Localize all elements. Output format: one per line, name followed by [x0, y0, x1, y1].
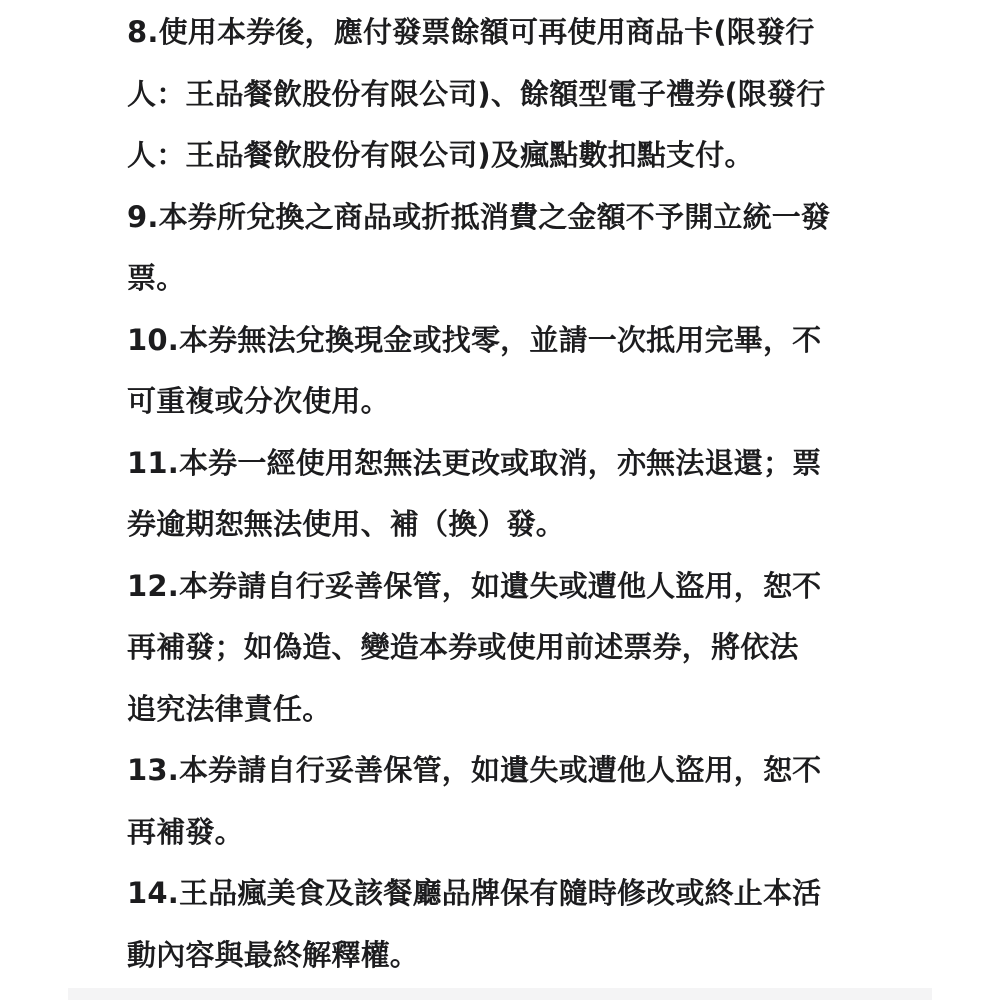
- term-13-line-2: 再補發。: [127, 814, 244, 849]
- term-9-line-2: 票。: [127, 261, 186, 295]
- term-12-line-3: 追究法律責任。: [127, 691, 332, 726]
- term-8-line-1: 8.使用本券後，應付發票餘額可再使用商品卡(限發行: [127, 15, 815, 49]
- term-11-line-2: 券逾期恕無法使用、補（換）發。: [127, 507, 566, 541]
- bottom-divider-band: [68, 988, 932, 1000]
- term-14-line-1: 14.王品瘋美食及該餐廳品牌保有隨時修改或終止本活: [127, 876, 822, 910]
- term-8-line-3: 人：王品餐飲股份有限公司)及瘋點數扣點支付。: [127, 138, 754, 172]
- term-10-line-1: 10.本券無法兌換現金或找零，並請一次抵用完畢，不: [127, 322, 822, 357]
- term-11-line-1: 11.本券一經使用恕無法更改或取消，亦無法退還；票: [127, 445, 822, 480]
- term-13-line-1: 13.本券請自行妥善保管，如遺失或遭他人盜用，恕不: [127, 753, 822, 787]
- term-8-line-2: 人：王品餐飲股份有限公司)、餘額型電子禮券(限發行: [127, 76, 826, 111]
- term-12-line-1: 12.本券請自行妥善保管，如遺失或遭他人盜用，恕不: [127, 568, 822, 603]
- term-12-line-2: 再補發；如偽造、變造本券或使用前述票券，將依法: [127, 630, 799, 664]
- term-9-line-1: 9.本券所兌換之商品或折抵消費之金額不予開立統一發: [127, 199, 831, 234]
- terms-text-block: [127, 2, 887, 986]
- term-10-line-2: 可重複或分次使用。: [127, 384, 390, 418]
- term-14-line-2: 動內容與最終解釋權。: [127, 937, 420, 972]
